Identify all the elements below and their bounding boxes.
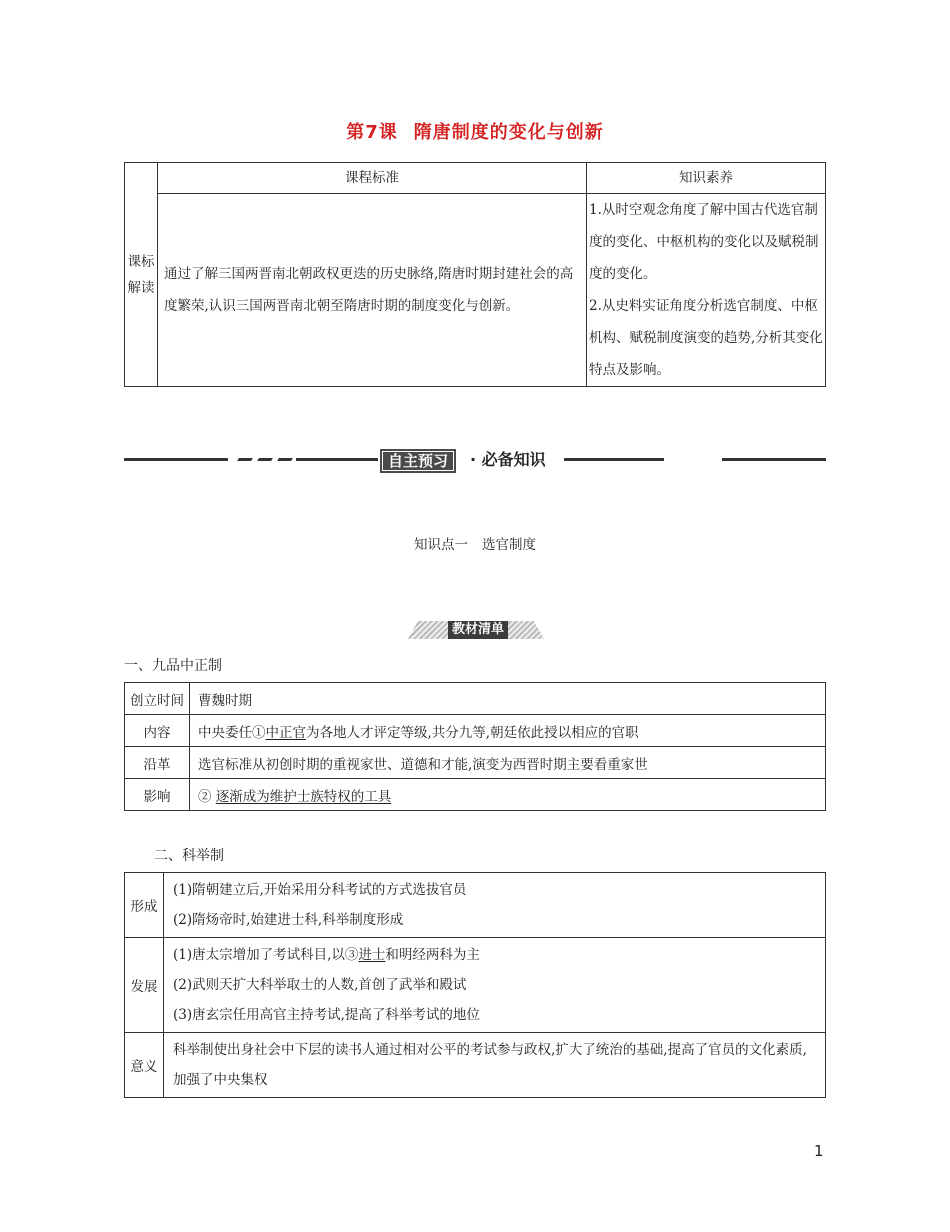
table-row bbox=[125, 779, 826, 811]
table-row bbox=[125, 1033, 826, 1098]
tag-label: 教材清单 bbox=[448, 621, 508, 639]
section-banner bbox=[124, 446, 826, 474]
banner-line-right bbox=[564, 458, 664, 461]
knowledge-point-label: 知识点一 bbox=[414, 537, 468, 553]
nine-rank-table bbox=[124, 682, 826, 811]
row-value: ② 逐渐成为维护士族特权的工具 bbox=[190, 779, 826, 811]
lesson-name: 隋唐制度的变化与创新 bbox=[413, 122, 604, 143]
standards-col1-header: 课程标准 bbox=[158, 163, 587, 194]
row-key: 形成 bbox=[125, 873, 164, 938]
banner-box: 自主预习 bbox=[380, 449, 456, 473]
section2-heading: 二、科举制 bbox=[154, 848, 224, 864]
formation-line: (2)隋炀帝时,始建进士科,科举制度形成 bbox=[173, 912, 404, 928]
standards-col1-text: 通过了解三国两晋南北朝政权更迭的历史脉络,隋唐时期封建社会的高度繁荣,认识三国两晋南北朝至隋唐时期的制度变化与创新。 bbox=[158, 194, 587, 387]
row-key: 沿革 bbox=[125, 747, 190, 779]
table-row bbox=[125, 715, 826, 747]
imperial-exam-table bbox=[124, 872, 826, 1098]
knowledge-point-topic: 选官制度 bbox=[482, 537, 536, 553]
row-value: 选官标准从初创时期的重视家世、道德和才能,演变为西晋时期主要看重家世 bbox=[190, 747, 826, 779]
standards-item-1: 1.从时空观念角度了解中国古代选官制度的变化、中枢机构的变化以及赋税制度的变化。 bbox=[589, 202, 819, 282]
row-key: 发展 bbox=[125, 938, 164, 1033]
standards-col2-text bbox=[587, 194, 826, 387]
row-key: 意义 bbox=[125, 1033, 164, 1098]
banner-text: · 必备知识 bbox=[470, 450, 546, 469]
blank-answer: 中正官 bbox=[265, 724, 306, 741]
blank-answer: 逐渐成为维护士族特权的工具 bbox=[215, 788, 392, 805]
row-value bbox=[164, 938, 826, 1033]
development-line: (3)唐玄宗任用高官主持考试,提高了科举考试的地位 bbox=[173, 1007, 480, 1023]
blank-answer: 进士 bbox=[358, 947, 386, 963]
banner-dash bbox=[277, 458, 293, 461]
table-row bbox=[125, 938, 826, 1033]
material-list-tag bbox=[408, 621, 544, 639]
development-line: (1)唐太宗增加了考试科目,以③进士和明经两科为主 bbox=[173, 947, 480, 963]
table-row bbox=[125, 873, 826, 938]
standards-col2-header: 知识素养 bbox=[587, 163, 826, 194]
lesson-number: 第7课 bbox=[346, 122, 398, 143]
knowledge-point-heading bbox=[0, 533, 950, 553]
standards-item-2: 2.从史料实证角度分析选官制度、中枢机构、赋税制度演变的趋势,分析其变化特点及影响。 bbox=[589, 298, 823, 378]
row-value bbox=[164, 873, 826, 938]
section1-heading: 一、九品中正制 bbox=[124, 658, 222, 674]
banner-line-mid bbox=[296, 458, 378, 461]
table-row bbox=[125, 683, 826, 715]
banner-dash bbox=[257, 458, 273, 461]
row-key: 内容 bbox=[125, 715, 190, 747]
page-number: 1 bbox=[814, 1142, 824, 1160]
row-value: 曹魏时期 bbox=[190, 683, 826, 715]
formation-line: (1)隋朝建立后,开始采用分科考试的方式选拔官员 bbox=[173, 882, 467, 898]
banner-line-far-right bbox=[722, 458, 826, 461]
row-value: 中央委任①中正官为各地人才评定等级,共分九等,朝廷依此授以相应的官职 bbox=[190, 715, 826, 747]
lesson-title bbox=[0, 118, 950, 144]
table-row bbox=[125, 747, 826, 779]
row-value: 科举制使出身社会中下层的读书人通过相对公平的考试参与政权,扩大了统治的基础,提高了官员的文化素质,加强了中央集权 bbox=[164, 1033, 826, 1098]
banner-dash bbox=[237, 458, 253, 461]
row-key: 创立时间 bbox=[125, 683, 190, 715]
curriculum-standards-table bbox=[124, 162, 826, 387]
development-line: (2)武则天扩大科举取士的人数,首创了武举和殿试 bbox=[173, 977, 467, 993]
banner-line-left bbox=[124, 458, 228, 461]
row-key: 影响 bbox=[125, 779, 190, 811]
standards-side-label: 课标解读 bbox=[125, 163, 158, 387]
